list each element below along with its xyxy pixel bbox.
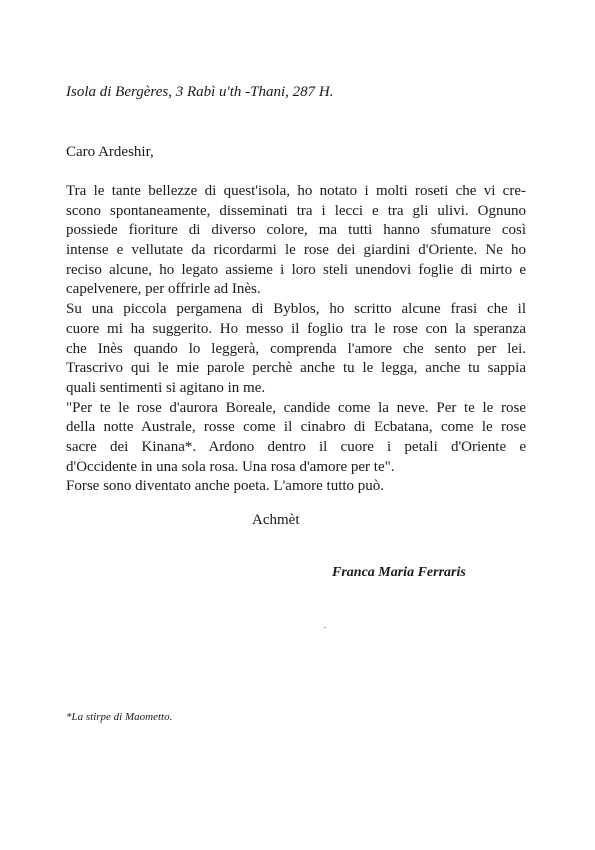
body-line: della notte Australe, rosse come il cinabro di Ecbatana, come le rose (66, 419, 526, 436)
body-line: intense e vellutate da ricordarmi le rose dei giardini d'Oriente. Ne ho (66, 242, 526, 259)
body-line: cuore mi ha suggerito. Ho messo il foglio tra le rose con la speranza (66, 320, 526, 337)
body-line: scono spontaneamente, disseminati tra i lecci e tra gli ulivi. Ognuno (66, 202, 526, 219)
body-line: Su una piccola pergamena di Byblos, ho scritto alcune frasi che il (66, 301, 526, 318)
body-line: Forse sono diventato anche poeta. L'amore tutto può. (66, 478, 385, 495)
footnote: *La stirpe di Maometto. (66, 711, 173, 723)
salutation: Caro Ardeshir, (66, 144, 154, 160)
body-line: reciso alcune, ho legato assieme i loro steli unendovi foglie di mirto e (66, 261, 526, 278)
body-line: Trascrivo qui le mie parole perchè anche tu le legga, anche tu sappia (66, 360, 526, 377)
body-line: capelvenere, per offrirle ad Inès. (66, 281, 261, 298)
body-line: d'Occidente in una sola rosa. Una rosa d'amore per te". (66, 458, 395, 475)
body-line: sacre dei Kinana*. Ardono dentro il cuore i petali d'Oriente e (66, 438, 526, 455)
body-line: Tra le tante bellezze di quest'isola, ho notato i molti roseti che vi cre- (66, 183, 526, 199)
signature: Achmèt (252, 512, 300, 528)
body-line: quali sentimenti si agitano in me. (66, 379, 266, 396)
paper-speck (324, 627, 326, 628)
author-name: Franca Maria Ferraris (332, 565, 466, 580)
body-line: possiede fioriture di diverso colore, ma tutti hanno sfumature così (66, 222, 526, 239)
body-line: che Inès quando lo leggerà, comprenda l'amore che sento per lei. (66, 340, 526, 357)
dateline: Isola di Bergères, 3 Rabì u'th -Thani, 287 H. (66, 84, 334, 100)
letter-body (66, 182, 526, 497)
body-line: "Per te le rose d'aurora Boreale, candide come la neve. Per te le rose (66, 399, 526, 416)
